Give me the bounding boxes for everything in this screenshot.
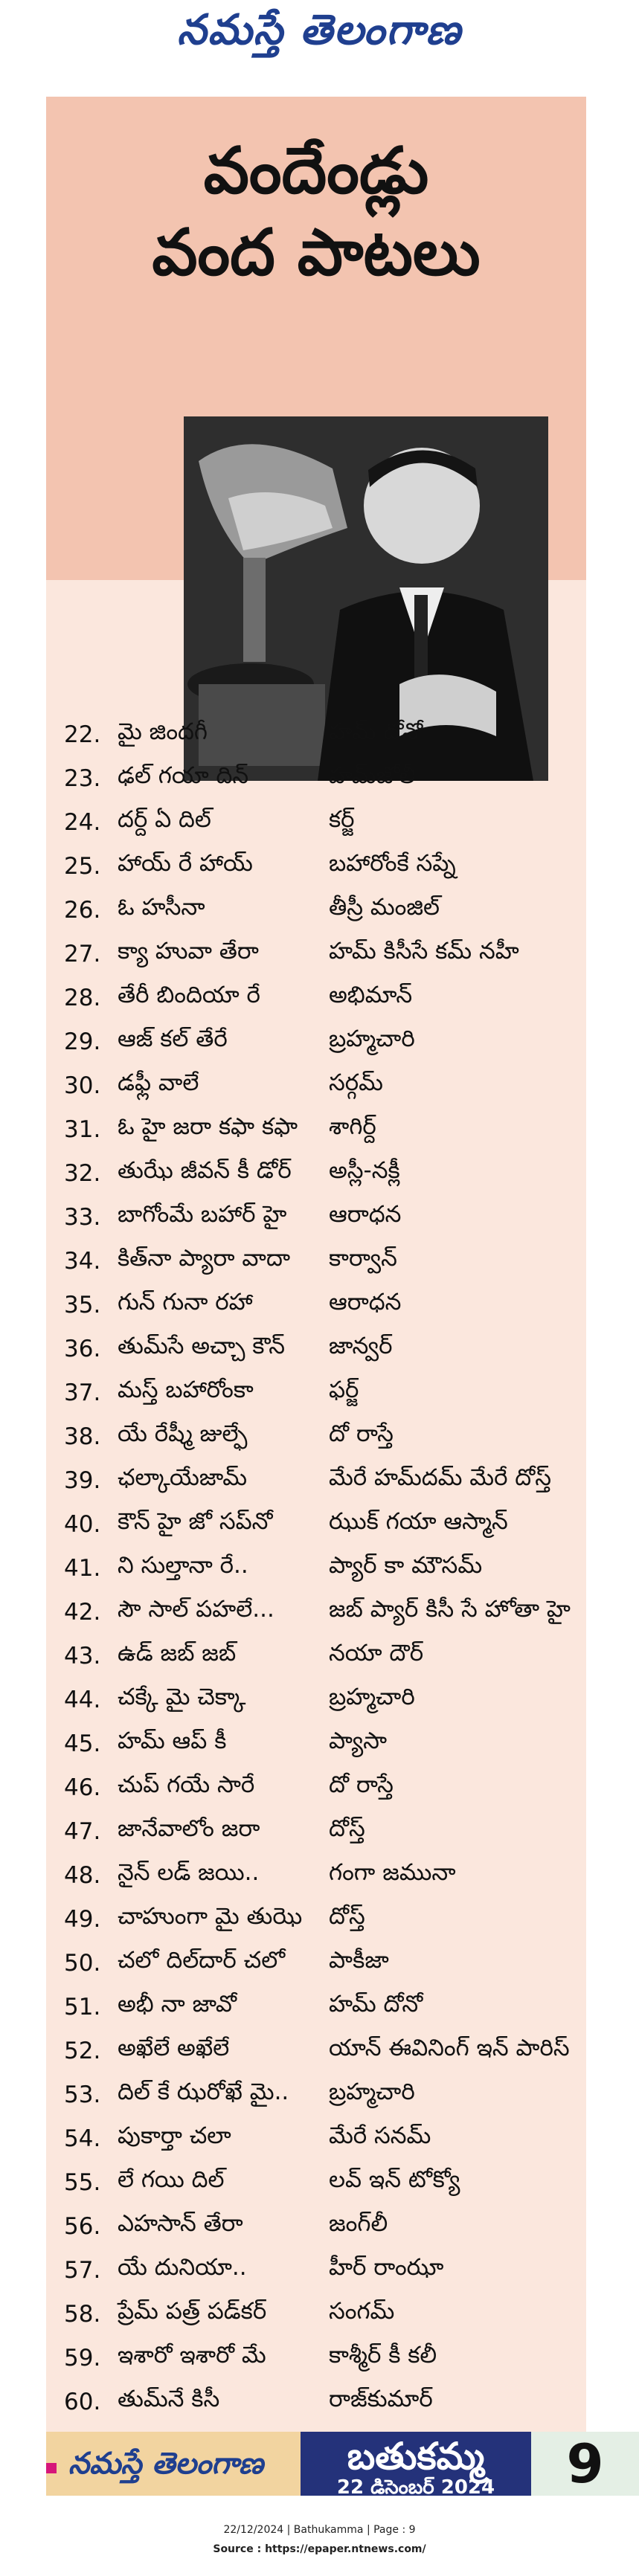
song-number: 48. xyxy=(64,1861,101,1889)
song-row xyxy=(46,2293,586,2334)
song-title: ఆజ్ కల్ తేరే xyxy=(118,1025,228,1052)
song-title: అభీ నా జావో xyxy=(118,1991,237,2018)
song-number: 52. xyxy=(64,2037,101,2064)
song-title: నైన్ లడ్ జయి.. xyxy=(118,1859,260,1886)
song-title: అఖేలే అఖేలే xyxy=(118,2035,230,2061)
song-row xyxy=(46,1153,586,1194)
song-film: మేరే సనమ్ xyxy=(329,2122,431,2149)
song-title: ఉడ్ జబ్ జబ్ xyxy=(118,1640,237,1667)
masthead-logo: నమస్తే తెలంగాణ xyxy=(177,6,462,54)
song-film: మేరే హమ్‌దమ్ మేరే దోస్త్ xyxy=(329,1464,552,1491)
song-number: 55. xyxy=(64,2168,101,2196)
song-number: 24. xyxy=(64,808,101,836)
song-title: చక్కే మై చెక్కా xyxy=(118,1684,246,1710)
song-row xyxy=(46,758,586,799)
song-film: హమ్ దోనో xyxy=(329,1991,423,2018)
song-number: 56. xyxy=(64,2212,101,2240)
song-number: 25. xyxy=(64,852,101,880)
song-title: ఛల్కాయేజామ్ xyxy=(118,1464,248,1491)
song-number: 44. xyxy=(64,1686,101,1713)
song-title: ఇశారో ఇశారో మే xyxy=(118,2342,266,2369)
song-row xyxy=(46,1811,586,1852)
song-row xyxy=(46,1284,586,1325)
song-number: 42. xyxy=(64,1598,101,1626)
song-title: యే దునియా.. xyxy=(118,2254,247,2281)
song-row xyxy=(46,2162,586,2203)
song-film: దో రాస్తే xyxy=(329,1420,394,1447)
song-film: జాన్వర్ xyxy=(329,1333,393,1359)
song-row xyxy=(46,977,586,1018)
song-title: చలో దిల్‌దార్ చలో xyxy=(118,1947,286,1974)
song-film: ప్యాసా xyxy=(329,1727,388,1754)
song-film: హమ్ కిసీసే కమ్ నహీ xyxy=(329,938,519,965)
song-number: 58. xyxy=(64,2300,101,2328)
song-row xyxy=(46,1986,586,2027)
song-number: 22. xyxy=(64,721,101,748)
song-number: 36. xyxy=(64,1335,101,1362)
song-number: 43. xyxy=(64,1642,101,1669)
song-title: క్యా హువా తేరా xyxy=(118,938,259,965)
song-film: సంగమ్ xyxy=(329,2298,395,2325)
song-film: జబ్ ప్యార్ కిసీ సే హోతా హై xyxy=(329,1596,571,1623)
song-row xyxy=(46,2030,586,2071)
song-number: 28. xyxy=(64,984,101,1011)
song-film: కాశ్మీర్ కీ కలీ xyxy=(329,2342,437,2369)
song-row xyxy=(46,2381,586,2422)
song-film: లవ్ ఇన్ టోక్యో xyxy=(329,2166,460,2193)
song-number: 33. xyxy=(64,1203,101,1231)
song-title: ఓ హై జరా కఫా కఫా xyxy=(118,1113,298,1140)
song-title: హాయ్ రే హాయ్ xyxy=(118,850,253,877)
song-number: 60. xyxy=(64,2388,101,2415)
song-title: బాగోంమే బహార్ హై xyxy=(118,1201,287,1228)
footer-date: 22 డిసెంబర్ 2024 xyxy=(336,2476,495,2499)
song-title: చుప్ గయే సారే xyxy=(118,1771,255,1798)
song-title: తుఝే జీవన్ కీ డోర్ xyxy=(118,1157,292,1184)
song-row xyxy=(46,1679,586,1720)
song-film: యాన్ ఈవినింగ్ ఇన్ పారిస్ xyxy=(329,2035,570,2061)
song-row xyxy=(46,1548,586,1588)
song-row xyxy=(46,1942,586,1983)
song-number: 32. xyxy=(64,1159,101,1187)
song-film: హమ్‌జోలీ xyxy=(329,762,416,789)
song-title: తుమ్‌నే కిసీ xyxy=(118,2386,220,2412)
source-url: Source : https://epaper.ntnews.com/ xyxy=(213,2543,426,2555)
song-row xyxy=(46,1635,586,1676)
song-row xyxy=(46,1021,586,1062)
song-number: 30. xyxy=(64,1072,101,1099)
song-number: 29. xyxy=(64,1028,101,1055)
feature-title-line-2: వంద పాటలు xyxy=(152,216,481,290)
song-film: గంగా జమునా xyxy=(329,1859,456,1886)
song-row xyxy=(46,846,586,886)
song-title: సౌ సాల్ పహలే... xyxy=(118,1596,274,1623)
song-title: గున్ గునా రహా xyxy=(118,1289,253,1316)
song-number: 41. xyxy=(64,1554,101,1582)
footer-section-name: బతుకమ్మ xyxy=(347,2435,485,2478)
song-film: శాగిర్ద్ xyxy=(329,1113,376,1140)
song-number: 23. xyxy=(64,764,101,792)
song-film: ఝుక్ గయా ఆస్మాన్ xyxy=(329,1508,508,1535)
song-film: నయా దౌర్ xyxy=(329,1640,424,1667)
song-row xyxy=(46,889,586,930)
song-title: డఫ్లీ వాలే xyxy=(118,1069,199,1096)
song-row xyxy=(46,2250,586,2290)
song-film: అభిమాన్ xyxy=(329,982,413,1008)
song-title: హమ్ ఆప్ కీ xyxy=(118,1727,227,1754)
song-number: 37. xyxy=(64,1379,101,1406)
song-film: తీస్రీ మంజిల్ xyxy=(329,894,440,921)
song-title: కౌన్ హై జో సప్‌నో xyxy=(118,1508,273,1535)
song-film: హీర్ రాంఝా xyxy=(329,2254,444,2281)
song-film: బ్రహ్మచారి xyxy=(329,2078,415,2105)
song-row xyxy=(46,1065,586,1106)
song-title: తుమ్‌సే అచ్చా కౌన్ xyxy=(118,1333,286,1359)
song-title: దర్ద్ ఏ దిల్ xyxy=(118,806,211,833)
song-number: 54. xyxy=(64,2125,101,2152)
song-film: దో రాస్తే xyxy=(329,1771,394,1798)
song-film: ఆరాధన xyxy=(329,1289,402,1316)
song-film: అస్లీ-నక్లీ xyxy=(329,1157,400,1184)
page-number: 9 xyxy=(531,2432,639,2496)
footer-bullet-icon xyxy=(46,2463,57,2473)
song-row xyxy=(46,714,586,755)
song-number: 34. xyxy=(64,1247,101,1275)
song-film: బ్రహ్మచారి xyxy=(329,1684,415,1710)
song-title: చాహుంగా మై తుఝె xyxy=(118,1903,303,1930)
song-title: దిల్ కే ఝరోఖే మై.. xyxy=(118,2078,289,2105)
song-number: 51. xyxy=(64,1993,101,2020)
song-row xyxy=(46,1197,586,1237)
song-number: 57. xyxy=(64,2256,101,2284)
song-row xyxy=(46,1767,586,1808)
song-film: ఫర్జ్ xyxy=(329,1376,359,1403)
song-number: 59. xyxy=(64,2344,101,2371)
song-row xyxy=(46,2337,586,2378)
song-number: 39. xyxy=(64,1466,101,1494)
song-film: బ్రహ్మచారి xyxy=(329,1025,415,1052)
song-row xyxy=(46,1109,586,1150)
song-number: 27. xyxy=(64,940,101,967)
song-row xyxy=(46,2206,586,2247)
song-number: 53. xyxy=(64,2081,101,2108)
song-title: లే గయి దిల్ xyxy=(118,2166,225,2193)
song-number: 26. xyxy=(64,896,101,924)
song-row xyxy=(46,1240,586,1281)
masthead xyxy=(0,0,639,71)
song-row xyxy=(46,1899,586,1939)
song-title: ఎహసాన్ తేరా xyxy=(118,2210,243,2237)
song-title: ఢల్ గయా దిన్ xyxy=(118,762,249,789)
song-row xyxy=(46,1591,586,1632)
song-row xyxy=(46,1723,586,1764)
song-row xyxy=(46,1855,586,1896)
song-film: పాకీజా xyxy=(329,1947,389,1974)
song-row xyxy=(46,1504,586,1545)
song-row xyxy=(46,1372,586,1413)
song-title: మస్త్ బహారోంకా xyxy=(118,1376,254,1403)
song-film: దోస్త్ xyxy=(329,1903,365,1930)
song-film: దోస్త్ xyxy=(329,1815,365,1842)
song-number: 47. xyxy=(64,1817,101,1845)
song-title: ప్రేమ్ పత్ర్ పడ్‌కర్ xyxy=(118,2298,267,2325)
song-row xyxy=(46,1416,586,1457)
song-title: ని సుల్తానా రే.. xyxy=(118,1552,248,1579)
song-title: కిత్‌నా ప్యారా వాదా xyxy=(118,1245,291,1272)
song-row xyxy=(46,1460,586,1501)
song-film: రాజ్‌కుమార్ xyxy=(329,2386,433,2412)
song-number: 45. xyxy=(64,1730,101,1757)
song-title: జానేవాలోం జరా xyxy=(118,1815,260,1842)
song-number: 31. xyxy=(64,1115,101,1143)
song-title: తేరీ బిందియా రే xyxy=(118,982,260,1008)
song-row xyxy=(46,933,586,974)
song-number: 40. xyxy=(64,1510,101,1538)
song-film: సర్గమ్ xyxy=(329,1069,383,1096)
song-number: 38. xyxy=(64,1423,101,1450)
feature-title-line-1: వందేండ్లు xyxy=(203,134,429,208)
song-row xyxy=(46,1328,586,1369)
song-row xyxy=(46,2118,586,2159)
edition-info: 22/12/2024 | Bathukamma | Page : 9 xyxy=(223,2524,416,2536)
song-row xyxy=(46,2074,586,2115)
song-number: 35. xyxy=(64,1291,101,1318)
song-title: యే రేష్మీ జుల్ఫే xyxy=(118,1420,248,1447)
song-film: హమ్ దోనో xyxy=(329,718,423,745)
footer-brand: నమస్తే తెలంగాణ xyxy=(68,2447,264,2481)
song-number: 46. xyxy=(64,1774,101,1801)
song-film: కార్వాన్ xyxy=(329,1245,397,1272)
song-film: జంగ్‌లీ xyxy=(329,2210,388,2237)
song-film: ప్యార్ కా మౌసమ్ xyxy=(329,1552,483,1579)
song-title: పుకార్తా చలా xyxy=(118,2122,231,2149)
song-number: 49. xyxy=(64,1905,101,1933)
song-number: 50. xyxy=(64,1949,101,1977)
song-film: బహారోంకే సప్నే xyxy=(329,850,456,877)
song-row xyxy=(46,802,586,843)
song-film: కర్జ్ xyxy=(329,806,355,833)
song-title: మై జిందగీ xyxy=(118,718,208,745)
song-title: ఓ హసీనా xyxy=(118,894,205,921)
song-film: ఆరాధన xyxy=(329,1201,402,1228)
